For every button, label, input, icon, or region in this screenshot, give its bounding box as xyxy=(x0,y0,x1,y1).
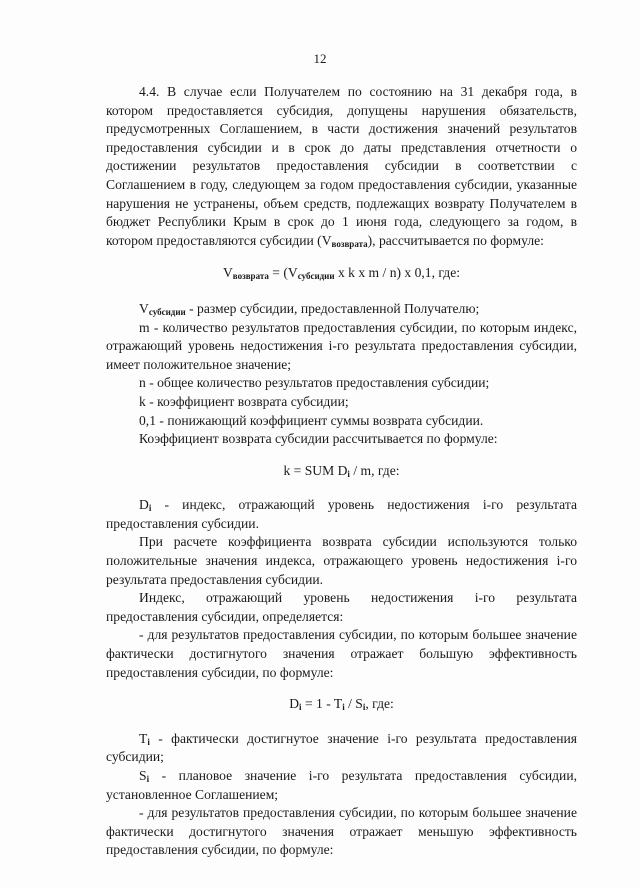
formula-d-mid2: / S xyxy=(344,696,363,712)
paragraph-index-definition: Индекс, отражающий уровень недостижения i-го результата предоставления субсидии, определяется: xyxy=(106,590,577,624)
paragraph-4-4-end: ), рассчитывается по формуле: xyxy=(367,232,544,248)
formula-k xyxy=(106,462,577,481)
formula-rest: x k x m / n) x 0,1, где: xyxy=(334,265,461,281)
definition-v-subsidii xyxy=(106,300,577,319)
def-t-subscript: i xyxy=(147,736,150,747)
paragraph-positive-values: При расчете коэффициента возврата субсидии используются только положительные значения индекса, отражающего уровень недостижения i-го результата предоставления субсидии. xyxy=(106,534,577,587)
formula-d-symbol: D xyxy=(289,696,300,712)
definition-m: m - количество результатов предоставления субсидии, по которым индекс, отражающий уровень недостижения i-го результата предоставления субсидии, имеет положительное значение; xyxy=(106,319,577,372)
document-body xyxy=(106,83,577,860)
def-d-subscript: i xyxy=(148,503,152,514)
def-t-symbol: T xyxy=(139,730,148,746)
paragraph-k-formula-intro: Коэффициент возврата субсидии рассчитывается по формуле: xyxy=(139,431,498,447)
def-d-symbol: D xyxy=(139,497,149,513)
definition-d xyxy=(106,496,577,533)
def-v-text: - размер субсидии, предоставленной Получателю; xyxy=(185,300,480,316)
paragraph-4-4 xyxy=(106,83,577,250)
definition-t xyxy=(106,730,577,767)
def-v-subscript: субсидии xyxy=(148,306,186,317)
def-s-text: - плановое значение i-го результата предоставления субсидии, установленное Соглашением; xyxy=(106,768,577,802)
paragraph-greater-efficiency: - для результатов предоставления субсидии, по которым большее значение фактически достигнутого значения отражает большую эффективность предоставления субсидии, по формуле: xyxy=(106,627,577,680)
formula-v-vozvrata xyxy=(106,264,577,283)
formula-d-subscript: i xyxy=(299,702,302,713)
definition-s xyxy=(106,767,577,804)
def-v-symbol: V xyxy=(139,300,149,316)
page-number: 12 xyxy=(313,51,327,66)
definition-n: n - общее количество результатов предоставления субсидии; xyxy=(139,375,490,391)
formula-d-mid: = 1 - T xyxy=(301,696,343,712)
def-s-subscript: i xyxy=(146,774,150,784)
formula-s-subscript-2: i xyxy=(362,702,366,713)
formula-v-symbol: V xyxy=(222,265,233,281)
def-t-text: - фактически достигнутое значение i-го результата предоставления субсидии; xyxy=(106,730,577,765)
paragraph-4-4-text: 4.4. В случае если Получателем по состоянию на 31 декабря года, в котором предоставляется субсидия, допущены нарушения обязательств, предусмотренных Соглашением, в части достижения значений результатов предоставления субсидии и в срок до даты представления отчетности о достижении результатов предоставления субсидии в соответствии с Соглашением в году, следующем за годом предоставления субсидии, указанные нарушения не устранены, объем средств, подлежащих возврату Получателем в бюджет Республики Крым в срок до 1 июня года, следующего за годом, в котором предоставляются субсидии (V xyxy=(106,84,577,248)
formula-k-subscript: i xyxy=(347,468,350,479)
paragraph-lesser-efficiency: - для результатов предоставления субсидии, по которым большее значение фактически достигнутого значения отражает меньшую эффективность предоставления субсидии, по формуле: xyxy=(106,805,577,858)
def-d-text: - индекс, отражающий уровень недостижения i-го результата предоставления субсидии. xyxy=(106,497,577,531)
formula-v-subscript: возврата xyxy=(232,271,269,282)
formula-eq: = (V xyxy=(268,265,298,281)
formula-t-subscript: i xyxy=(342,702,345,713)
definition-0-1: 0,1 - понижающий коэффициент суммы возврата субсидии. xyxy=(139,412,484,428)
formula-s-subscript: субсидии xyxy=(297,271,335,282)
subscript-vozvrata: возврата xyxy=(331,238,368,249)
formula-k-right: / m, где: xyxy=(349,462,400,478)
formula-d xyxy=(106,695,577,714)
formula-k-left: k = SUM D xyxy=(283,462,348,478)
formula-d-end: , где: xyxy=(365,696,394,712)
definition-k: k - коэффициент возврата субсидии; xyxy=(139,393,349,409)
def-s-symbol: S xyxy=(139,768,147,783)
